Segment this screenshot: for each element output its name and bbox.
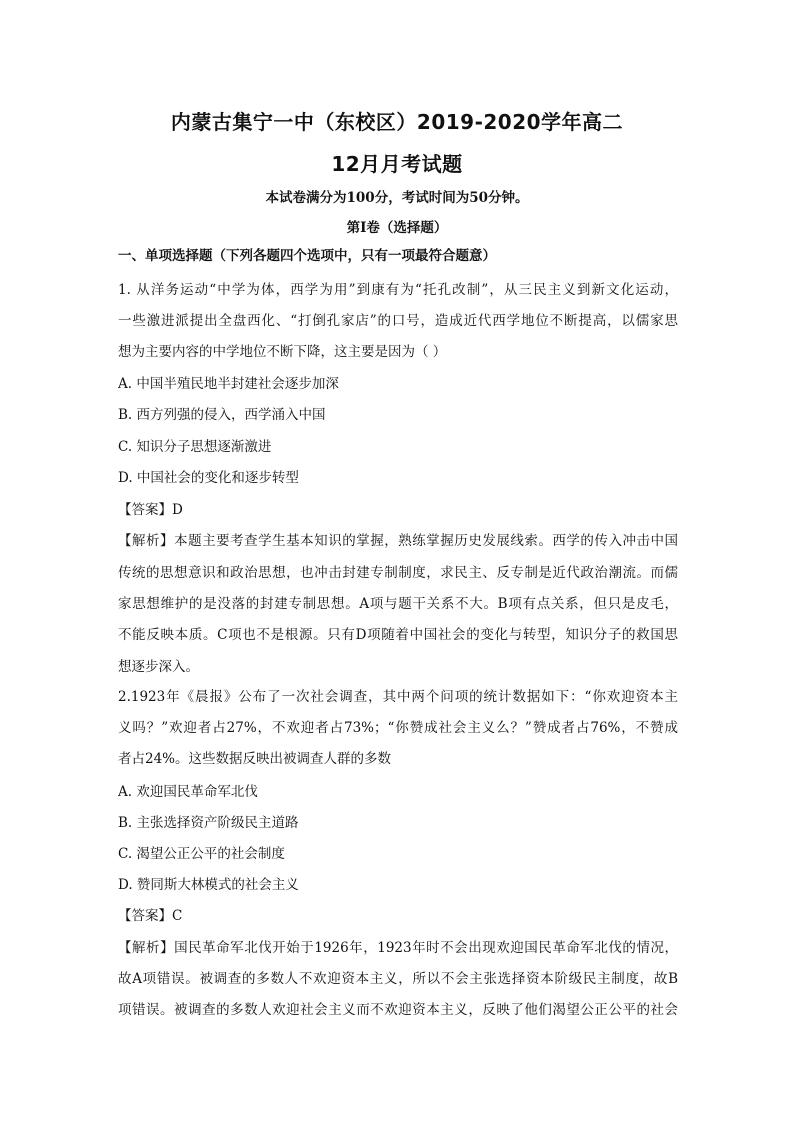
- q1-analysis-line: 不能反映本质。C项也不是根源。只有D项随着中国社会的变化与转型，知识分子的救国思: [118, 627, 678, 643]
- q2-stem-line: 者占24%。这些数据反映出被调查人群的多数: [118, 751, 392, 767]
- q1-option-c: C. 知识分子思想逐渐激进: [118, 439, 272, 455]
- q2-analysis-line: 项错误。被调查的多数人欢迎社会主义而不欢迎资本主义，反映了他们渴望公正公平的社会: [118, 1002, 678, 1018]
- exam-title-line1: 内蒙古集宁一中（东校区）2019-2020学年高二: [170, 110, 624, 134]
- volume-title: 第Ⅰ卷（选择题）: [346, 220, 448, 236]
- q1-analysis-line: 想逐步深入。: [118, 659, 199, 675]
- q2-stem-line: 义吗？”欢迎者占27%，不欢迎者占73%；“你赞成社会主义么？”赞成者占76%，不赞成: [118, 720, 678, 736]
- exam-title-line2: 12月月考试题: [331, 152, 463, 176]
- exam-info: 本试卷满分为100分，考试时间为50分钟。: [265, 190, 529, 206]
- section-heading: 一、单项选择题（下列各题四个选项中，只有一项最符合题意）: [118, 248, 496, 264]
- q1-stem-line: 1. 从洋务运动“中学为体，西学为用”到康有为“托孔改制”，从三民主义到新文化运动，: [118, 282, 678, 298]
- q1-option-b: B. 西方列强的侵入，西学涌入中国: [118, 407, 326, 423]
- q2-option-d: D. 赞同斯大林模式的社会主义: [118, 877, 299, 893]
- q2-answer: 【答案】C: [118, 908, 183, 924]
- q2-analysis-line: 【解析】国民革命军北伐开始于1926年，1923年时不会出现欢迎国民革命军北伐的情况，: [118, 940, 678, 956]
- q1-answer: 【答案】D: [118, 502, 183, 518]
- q1-stem-line: 一些激进派提出全盘西化、“打倒孔家店”的口号，造成近代西学地位不断提高，以儒家思: [118, 313, 678, 329]
- q1-analysis-line: 传统的思想意识和政治思想，也冲击封建专制制度，求民主、反专制是近代政治潮流。而儒: [118, 565, 678, 581]
- q2-stem-line: 2.1923年《晨报》公布了一次社会调查，其中两个问项的统计数据如下：“你欢迎资本主: [118, 689, 678, 705]
- q1-analysis-line: 【解析】本题主要考查学生基本知识的掌握，熟练掌握历史发展线索。西学的传入冲击中国: [118, 533, 678, 549]
- q1-analysis-line: 家思想维护的是没落的封建专制思想。A项与题干关系不大。B项有点关系，但只是皮毛，: [118, 596, 678, 612]
- q1-stem-line: 想为主要内容的中学地位不断下降，这主要是因为（ ）: [118, 344, 447, 360]
- q2-option-a: A. 欢迎国民革命军北伐: [118, 784, 258, 800]
- q2-option-b: B. 主张选择资产阶级民主道路: [118, 815, 299, 831]
- q1-option-a: A. 中国半殖民地半封建社会逐步加深: [118, 376, 339, 392]
- q2-option-c: C. 渴望公正公平的社会制度: [118, 846, 285, 862]
- q1-option-d: D. 中国社会的变化和逐步转型: [118, 470, 299, 486]
- q2-analysis-line: 故A项错误。被调查的多数人不欢迎资本主义，所以不会主张选择资本阶级民主制度，故B: [118, 971, 678, 987]
